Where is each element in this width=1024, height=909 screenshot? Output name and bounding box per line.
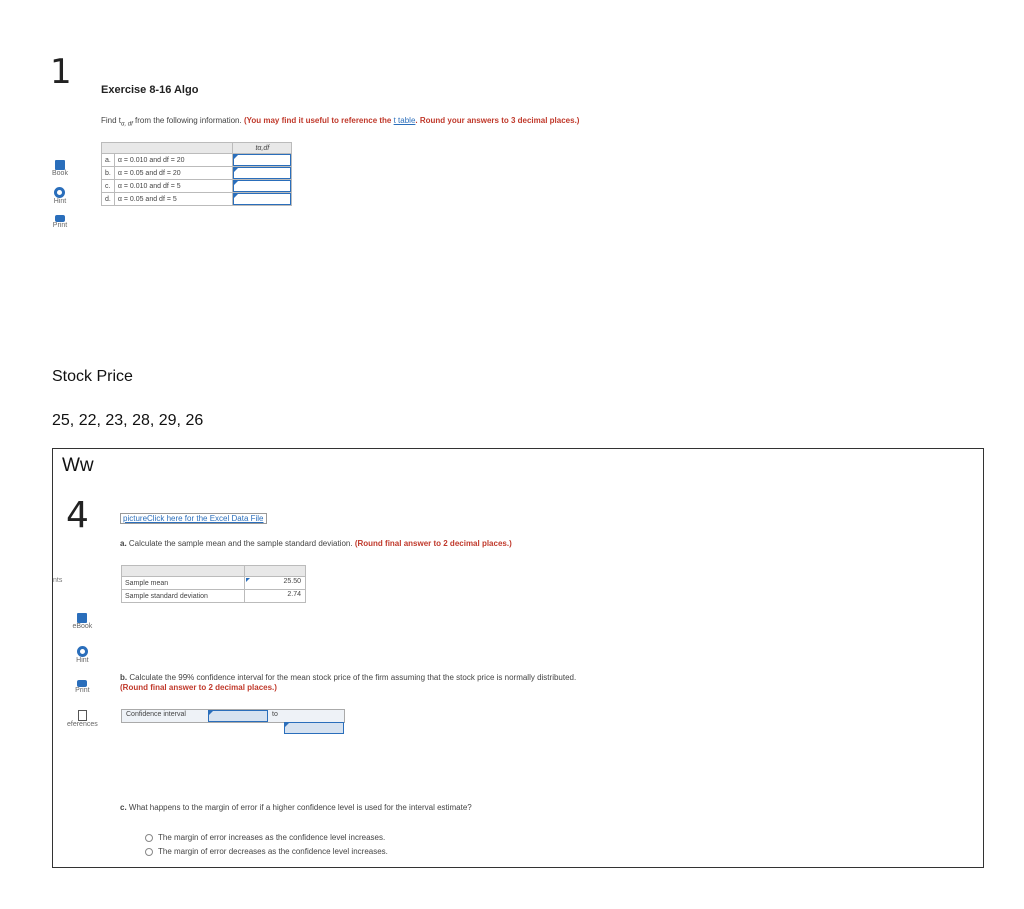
sidebar-label: Hint — [76, 657, 89, 664]
panel-label: Ww — [62, 455, 94, 476]
book-icon — [77, 613, 87, 623]
sidebar-label: eferences — [67, 721, 98, 728]
ci-label: Confidence interval — [126, 711, 186, 718]
part-letter: a. — [120, 539, 127, 548]
ci-lower-input[interactable] — [208, 710, 268, 722]
print-button[interactable] — [75, 680, 89, 694]
answer-input[interactable] — [233, 154, 291, 166]
print-button[interactable] — [53, 215, 67, 229]
question-number: 4 — [66, 495, 89, 536]
printer-icon — [55, 215, 65, 222]
input-value: 25.50 — [283, 578, 301, 585]
table-row — [102, 193, 292, 206]
sidebar-label: Print — [52, 222, 68, 229]
excel-link[interactable] — [120, 513, 267, 524]
sample-mean-input[interactable] — [245, 577, 305, 589]
row-text: α = 0.05 and df = 20 — [114, 167, 233, 180]
input-value: 2.74 — [287, 591, 301, 598]
flag-icon — [234, 181, 238, 185]
printer-icon — [77, 680, 87, 687]
stock-values: 25, 22, 23, 28, 29, 26 — [52, 412, 204, 429]
flag-icon — [285, 723, 289, 727]
row-letter: b. — [102, 167, 115, 180]
document-icon — [78, 710, 87, 721]
table-row — [102, 154, 292, 167]
question-number: 1 — [50, 52, 72, 92]
table-header-row — [102, 143, 292, 154]
sidebar — [67, 613, 98, 728]
part-text: Calculate the sample mean and the sample standard deviation. — [126, 539, 355, 548]
option-increases[interactable] — [145, 833, 385, 842]
sample-sd-input[interactable] — [245, 590, 305, 602]
ebook-button[interactable] — [72, 613, 92, 630]
row-text: α = 0.05 and df = 5 — [114, 193, 233, 206]
sidebar — [52, 160, 68, 229]
ebook-button[interactable] — [52, 160, 68, 177]
part-letter: b. — [120, 673, 128, 682]
sidebar-label: Hint — [53, 198, 67, 205]
part-b-bold: (Round final answer to 2 decimal places.) — [120, 683, 277, 692]
references-button[interactable] — [67, 710, 98, 728]
flag-icon — [234, 168, 238, 172]
table-row — [102, 180, 292, 193]
hint-button[interactable] — [76, 646, 88, 664]
sidebar-label: Book — [52, 170, 68, 177]
row-letter: c. — [102, 180, 115, 193]
flag-icon — [234, 155, 238, 159]
part-c-prompt — [120, 803, 472, 812]
option-decreases[interactable] — [145, 847, 388, 856]
ci-upper-input[interactable] — [284, 722, 344, 734]
option-label: The margin of error increases as the confidence level increases. — [158, 833, 386, 842]
book-icon — [55, 160, 65, 170]
row-label: Sample standard deviation — [122, 590, 245, 603]
table-row — [122, 590, 306, 603]
row-text: α = 0.010 and df = 5 — [114, 180, 233, 193]
row-text: α = 0.010 and df = 20 — [114, 154, 233, 167]
table-row — [102, 167, 292, 180]
sidebar-label: Print — [75, 687, 90, 694]
instruction — [101, 116, 579, 128]
answer-input[interactable] — [233, 167, 291, 179]
exercise-title: Exercise 8-16 Algo — [101, 84, 199, 96]
radio-button[interactable] — [145, 848, 153, 856]
instruction-subscript: α, df — [121, 121, 133, 128]
table-header-row — [122, 566, 306, 577]
part-bold: (Round final answer to 2 decimal places.) — [354, 539, 512, 548]
row-letter: a. — [102, 154, 115, 167]
part-letter: c. — [120, 803, 127, 812]
instruction-text: Find t — [101, 116, 122, 125]
t-table-link[interactable]: t table — [393, 116, 416, 125]
table-row — [122, 577, 306, 590]
instruction-text: from the following information. — [132, 116, 244, 125]
radio-button[interactable] — [145, 834, 153, 842]
question-panel — [52, 448, 984, 868]
excel-link-text: pictureClick here for the Excel Data File — [123, 514, 264, 523]
option-label: The margin of error decreases as the confidence level increases. — [158, 847, 388, 856]
answer-input[interactable] — [233, 193, 291, 205]
part-text: What happens to the margin of error if a higher confidence level is used for the interval estimate? — [126, 803, 472, 812]
t-value-table — [101, 142, 292, 206]
row-label: Sample mean — [122, 577, 245, 590]
sidebar-label: eBook — [72, 623, 93, 630]
flag-icon — [209, 711, 213, 715]
flag-icon — [234, 194, 238, 198]
lifebuoy-icon — [77, 646, 88, 657]
part-a-prompt — [120, 539, 512, 548]
answer-input[interactable] — [233, 180, 291, 192]
part-b-prompt — [120, 673, 576, 682]
instruction-bold: . Round your answers to 3 decimal places.) — [415, 116, 580, 125]
hint-button[interactable] — [54, 187, 66, 205]
instruction-bold: (You may find it useful to reference the — [243, 116, 394, 125]
confidence-interval-row — [121, 709, 345, 723]
points-label: nts — [53, 577, 63, 584]
part-text: Calculate the 99% confidence interval for the mean stock price of the firm assuming that the stock price is normally distributed. — [127, 673, 577, 682]
flag-icon — [246, 578, 250, 582]
lifebuoy-icon — [54, 187, 65, 198]
column-header: tα,df — [233, 143, 292, 154]
ci-to-label: to — [272, 711, 278, 718]
row-letter: d. — [102, 193, 115, 206]
stock-heading: Stock Price — [52, 368, 133, 385]
sample-stats-table — [121, 565, 306, 603]
